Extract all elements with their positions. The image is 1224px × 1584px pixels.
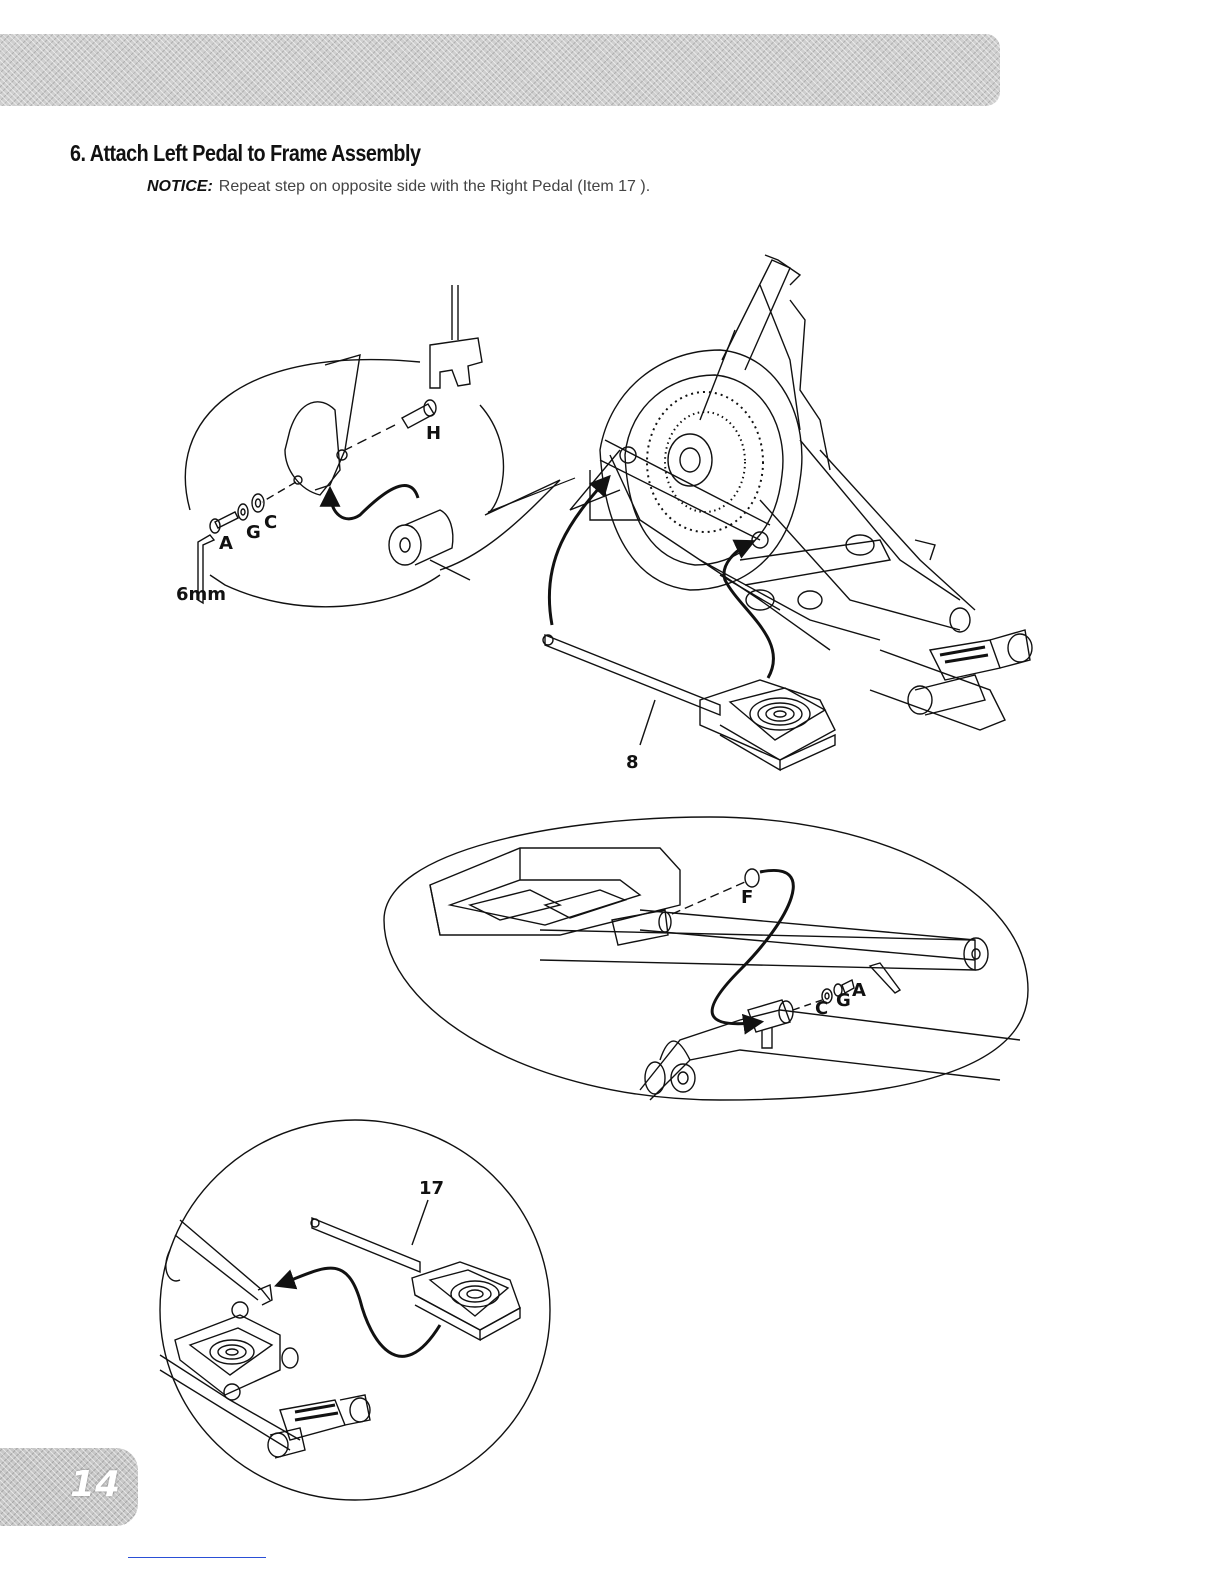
page-number: 14: [70, 1464, 121, 1505]
figure-2-pedal-detail: [384, 817, 1028, 1100]
label-c: C: [264, 512, 278, 533]
label-c-fig2: C: [815, 998, 829, 1019]
label-6mm: 6mm: [176, 584, 227, 605]
label-part-17: 17: [419, 1178, 445, 1199]
step-title: 6. Attach Left Pedal to Frame Assembly: [70, 140, 421, 166]
elliptical-frame: [570, 255, 1032, 730]
washer-c: [252, 494, 264, 512]
label-a-fig2: A: [852, 980, 866, 1001]
arm-bracket: [285, 355, 360, 495]
label-a: A: [219, 533, 233, 554]
notice-text: Repeat step on opposite side with the Right Pedal (Item 17 ).: [218, 178, 651, 195]
page-number-tab: [0, 1448, 138, 1526]
figure-1-frame-assembly: [185, 255, 1032, 770]
label-f: F: [741, 887, 754, 908]
pedal-arm-end: [389, 510, 470, 580]
t-tool: [430, 285, 482, 388]
label-part-8: 8: [626, 752, 639, 773]
washer-g: [238, 504, 248, 520]
left-pedal-8: [543, 635, 835, 770]
notice-label: NOTICE:: [147, 178, 213, 195]
footer-link-line: [128, 1557, 266, 1558]
label-h: H: [426, 423, 442, 444]
label-g: G: [246, 522, 261, 543]
figure-3-right-pedal: [160, 1120, 550, 1500]
bolt-a: [210, 512, 238, 533]
label-g-fig2: G: [836, 990, 851, 1011]
